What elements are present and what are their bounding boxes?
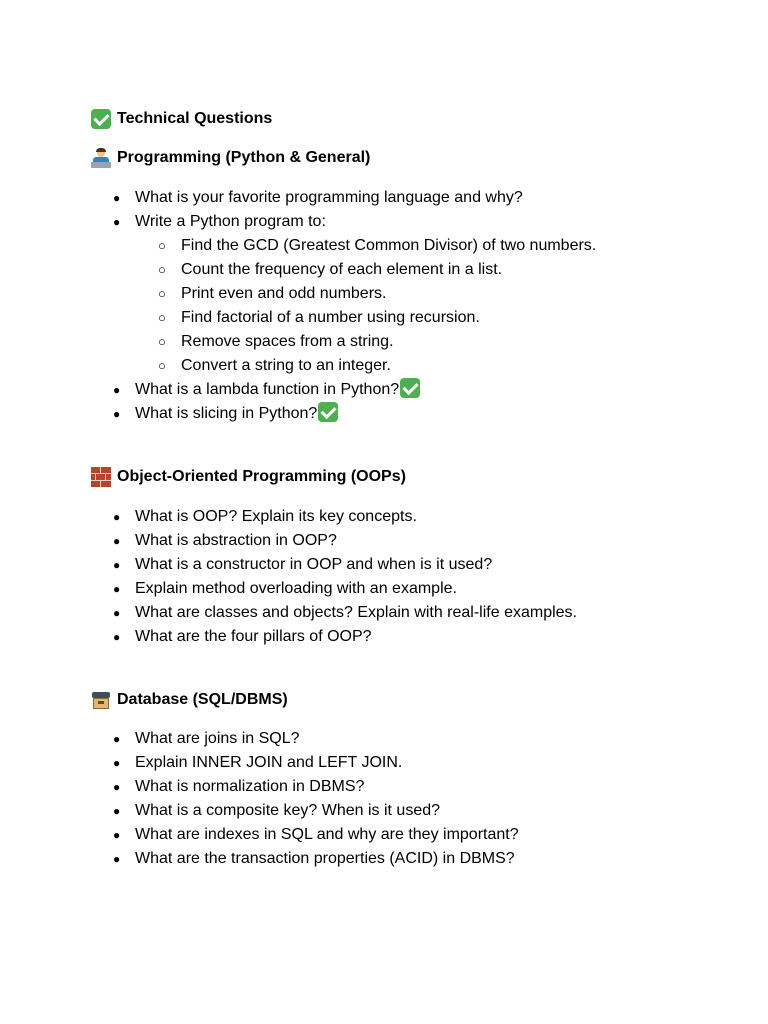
heading-label: Programming (Python & General): [117, 149, 371, 166]
programming-heading: [91, 148, 370, 168]
list-item: ● What is OOP? Explain its key concepts.: [0, 505, 577, 529]
list-item: ● What are joins in SQL?: [0, 727, 519, 751]
list-item: ● What is a constructor in OOP and when is it used?: [0, 553, 577, 577]
sub-list-item: ○ Find the GCD (Greatest Common Divisor) of two numbers.: [0, 234, 596, 258]
oop-question-list: [0, 505, 577, 649]
list-item: ● Explain INNER JOIN and LEFT JOIN.: [0, 751, 519, 775]
list-item: ● What is slicing in Python?: [0, 402, 596, 426]
check-mark-button-icon: [91, 109, 111, 129]
heading-label: Technical Questions: [117, 110, 273, 127]
heading-label: Database (SQL/DBMS): [117, 691, 288, 708]
check-mark-button-icon: [400, 378, 420, 398]
list-item: ● Explain method overloading with an example.: [0, 577, 577, 601]
programming-question-list: [0, 186, 596, 426]
list-item: ● What is abstraction in OOP?: [0, 529, 577, 553]
technologist-icon: [91, 148, 111, 168]
database-heading: [91, 690, 288, 710]
list-item: ● What is your favorite programming language and why?: [0, 186, 596, 210]
list-item: ● What are the four pillars of OOP?: [0, 625, 577, 649]
list-item: ● What is a composite key? When is it used?: [0, 799, 519, 823]
sub-list-item: ○ Print even and odd numbers.: [0, 282, 596, 306]
list-item: ● What is normalization in DBMS?: [0, 775, 519, 799]
list-item: ● What are the transaction properties (ACID) in DBMS?: [0, 847, 519, 871]
sub-list-item: ○ Convert a string to an integer.: [0, 354, 596, 378]
check-mark-button-icon: [318, 402, 338, 422]
oop-heading: [91, 467, 406, 487]
sub-list-item: ○ Find factorial of a number using recursion.: [0, 306, 596, 330]
database-question-list: [0, 727, 519, 871]
list-item: ● What are classes and objects? Explain with real-life examples.: [0, 601, 577, 625]
list-item: ● What are indexes in SQL and why are they important?: [0, 823, 519, 847]
heading-label: Object-Oriented Programming (OOPs): [117, 468, 406, 485]
list-item: ● Write a Python program to:: [0, 210, 596, 234]
technical-questions-heading: [91, 109, 272, 129]
card-file-box-icon: [91, 690, 111, 710]
list-item: ● What is a lambda function in Python?: [0, 378, 596, 402]
brick-icon: [91, 467, 111, 487]
sub-list-item: ○ Count the frequency of each element in a list.: [0, 258, 596, 282]
sub-list-item: ○ Remove spaces from a string.: [0, 330, 596, 354]
